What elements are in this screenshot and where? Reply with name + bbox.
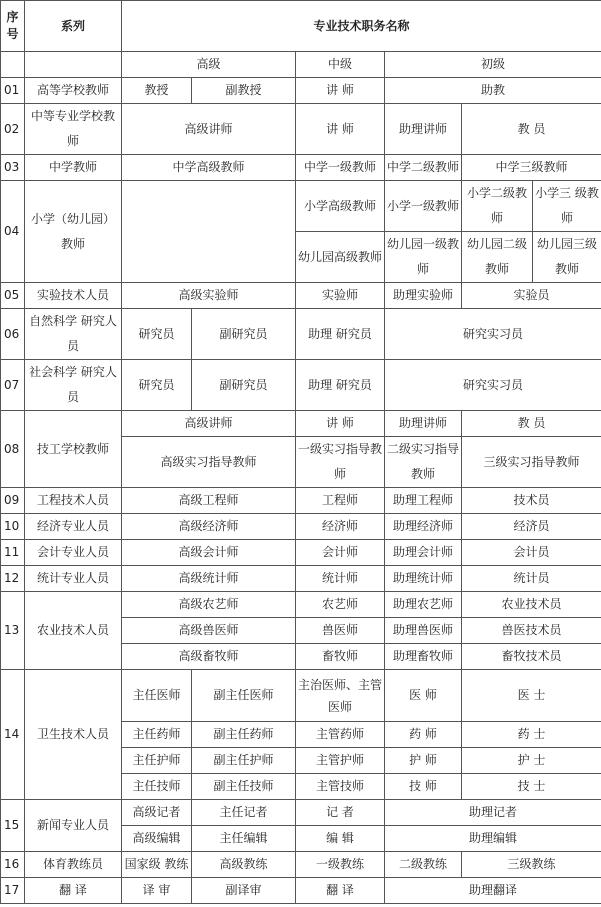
title-cell: 经济员 (462, 514, 601, 540)
table-row (1, 104, 601, 155)
title-cell: 助教 (385, 78, 601, 104)
title-cell: 高级兽医师 (122, 618, 296, 644)
title-cell: 助理 研究员 (296, 360, 385, 411)
series-cell: 会计专业人员 (25, 540, 122, 566)
title-cell: 教 员 (462, 411, 601, 437)
table-row (1, 488, 601, 514)
table-row (1, 852, 601, 878)
empty-cell (25, 52, 122, 78)
title-cell: 助理编辑 (385, 826, 601, 852)
table-row (1, 78, 601, 104)
level-row (1, 52, 601, 78)
title-cell: 副译审 (192, 878, 296, 904)
title-cell: 主任药师 (122, 722, 192, 748)
title-cell: 主管药师 (296, 722, 385, 748)
title-cell: 畜牧师 (296, 644, 385, 670)
title-cell: 研究员 (122, 309, 192, 360)
table-row (1, 181, 601, 232)
title-cell: 助理畜牧师 (385, 644, 462, 670)
title-cell: 中学二级教师 (385, 155, 462, 181)
series-cell: 实验技术人员 (25, 283, 122, 309)
title-cell: 高级教练 (192, 852, 296, 878)
title-cell: 二级实习指导教师 (385, 437, 462, 488)
table-row (1, 514, 601, 540)
title-cell: 实验员 (462, 283, 601, 309)
row-no: 16 (1, 852, 25, 878)
series-cell: 中学教师 (25, 155, 122, 181)
title-cell: 助理兽医师 (385, 618, 462, 644)
level-low: 初级 (385, 52, 601, 78)
title-cell: 副主任医师 (192, 670, 296, 722)
table-row (1, 592, 601, 618)
table-row (1, 800, 601, 826)
title-cell: 经济师 (296, 514, 385, 540)
table-row (1, 670, 601, 722)
title-cell: 三级实习指导教师 (462, 437, 601, 488)
title-cell: 护 士 (462, 748, 601, 774)
table-row (1, 283, 601, 309)
series-cell: 工程技术人员 (25, 488, 122, 514)
row-no: 10 (1, 514, 25, 540)
header-row (1, 1, 601, 52)
empty-cell (122, 181, 296, 283)
series-cell: 体育教练员 (25, 852, 122, 878)
title-cell: 主任技师 (122, 774, 192, 800)
title-cell: 小学二级教师 (462, 181, 533, 232)
title-cell: 小学一级教师 (385, 181, 462, 232)
table-row (1, 155, 601, 181)
title-cell: 技术员 (462, 488, 601, 514)
series-cell: 农业技术人员 (25, 592, 122, 670)
title-cell: 主任护师 (122, 748, 192, 774)
title-cell: 医 师 (385, 670, 462, 722)
title-cell: 幼儿园高级教师 (296, 232, 385, 283)
table-row (1, 411, 601, 437)
table-row (1, 309, 601, 360)
title-cell: 医 士 (462, 670, 601, 722)
title-cell: 国家级 教练 (122, 852, 192, 878)
table-row (1, 566, 601, 592)
title-cell: 教授 (122, 78, 192, 104)
title-cell: 高级统计师 (122, 566, 296, 592)
title-cell: 小学三 级教师 (533, 181, 601, 232)
title-cell: 畜牧技术员 (462, 644, 601, 670)
level-mid: 中级 (296, 52, 385, 78)
series-cell: 社会科学 研究人员 (25, 360, 122, 411)
header-series: 系列 (25, 1, 122, 52)
title-cell: 统计师 (296, 566, 385, 592)
title-cell: 会计员 (462, 540, 601, 566)
title-cell: 高级记者 (122, 800, 192, 826)
title-cell: 工程师 (296, 488, 385, 514)
title-cell: 助理农艺师 (385, 592, 462, 618)
title-cell: 小学高级教师 (296, 181, 385, 232)
title-cell: 一级教练 (296, 852, 385, 878)
series-cell: 卫生技术人员 (25, 670, 122, 800)
title-cell: 农业技术员 (462, 592, 601, 618)
title-cell: 三级教练 (462, 852, 601, 878)
title-cell: 高级农艺师 (122, 592, 296, 618)
title-cell: 主管护师 (296, 748, 385, 774)
series-cell: 经济专业人员 (25, 514, 122, 540)
title-cell: 助理记者 (385, 800, 601, 826)
title-cell: 高级实验师 (122, 283, 296, 309)
title-cell: 中学一级教师 (296, 155, 385, 181)
row-no: 01 (1, 78, 25, 104)
level-high: 高级 (122, 52, 296, 78)
title-cell: 中学三级教师 (462, 155, 601, 181)
row-no: 03 (1, 155, 25, 181)
series-cell: 中等专业学校教师 (25, 104, 122, 155)
table-row (1, 540, 601, 566)
row-no: 05 (1, 283, 25, 309)
row-no: 09 (1, 488, 25, 514)
title-cell: 技 师 (385, 774, 462, 800)
title-cell: 研究实习员 (385, 309, 601, 360)
title-cell: 中学高级教师 (122, 155, 296, 181)
series-cell: 小学（幼儿园）教师 (25, 181, 122, 283)
title-cell: 助理会计师 (385, 540, 462, 566)
empty-cell (1, 52, 25, 78)
row-no: 11 (1, 540, 25, 566)
title-cell: 助理翻译 (385, 878, 601, 904)
title-cell: 助理实验师 (385, 283, 462, 309)
table-row (1, 360, 601, 411)
title-cell: 药 师 (385, 722, 462, 748)
title-cell: 研究实习员 (385, 360, 601, 411)
title-cell: 高级畜牧师 (122, 644, 296, 670)
title-cell: 高级讲师 (122, 104, 296, 155)
row-no: 07 (1, 360, 25, 411)
row-no: 13 (1, 592, 25, 670)
title-cell: 助理 研究员 (296, 309, 385, 360)
title-cell: 副教授 (192, 78, 296, 104)
title-cell: 二级教练 (385, 852, 462, 878)
title-cell: 编 辑 (296, 826, 385, 852)
row-no: 08 (1, 411, 25, 488)
title-cell: 副主任技师 (192, 774, 296, 800)
title-cell: 研究员 (122, 360, 192, 411)
title-cell: 技 士 (462, 774, 601, 800)
series-cell: 新闻专业人员 (25, 800, 122, 852)
row-no: 06 (1, 309, 25, 360)
title-cell: 讲 师 (296, 104, 385, 155)
title-cell: 会计师 (296, 540, 385, 566)
title-cell: 高级会计师 (122, 540, 296, 566)
title-cell: 护 师 (385, 748, 462, 774)
row-no: 04 (1, 181, 25, 283)
title-cell: 主任记者 (192, 800, 296, 826)
title-cell: 高级实习指导教师 (122, 437, 296, 488)
title-cell: 助理统计师 (385, 566, 462, 592)
title-cell: 副研究员 (192, 309, 296, 360)
title-cell: 副主任护师 (192, 748, 296, 774)
title-cell: 副主任药师 (192, 722, 296, 748)
title-cell: 教 员 (462, 104, 601, 155)
title-cell: 助理讲师 (385, 411, 462, 437)
row-no: 15 (1, 800, 25, 852)
title-cell: 幼儿园一级教师 (385, 232, 462, 283)
title-cell: 农艺师 (296, 592, 385, 618)
title-cell: 一级实习指导教师 (296, 437, 385, 488)
title-cell: 高级经济师 (122, 514, 296, 540)
series-cell: 统计专业人员 (25, 566, 122, 592)
title-cell: 药 士 (462, 722, 601, 748)
title-cell: 高级编辑 (122, 826, 192, 852)
title-cell: 副研究员 (192, 360, 296, 411)
row-no: 14 (1, 670, 25, 800)
series-cell: 自然科学 研究人员 (25, 309, 122, 360)
title-cell: 主治医师、主管医师 (296, 670, 385, 722)
title-cell: 助理讲师 (385, 104, 462, 155)
row-no: 12 (1, 566, 25, 592)
title-cell: 幼儿园二级教师 (462, 232, 533, 283)
row-no: 02 (1, 104, 25, 155)
table-row (1, 878, 601, 904)
title-cell: 译 审 (122, 878, 192, 904)
title-cell: 主管技师 (296, 774, 385, 800)
row-no: 17 (1, 878, 25, 904)
title-cell: 主任编辑 (192, 826, 296, 852)
series-cell: 翻 译 (25, 878, 122, 904)
series-cell: 高等学校教师 (25, 78, 122, 104)
title-cell: 翻 译 (296, 878, 385, 904)
header-no: 序号 (1, 1, 25, 52)
title-cell: 讲 师 (296, 411, 385, 437)
title-cell: 主任医师 (122, 670, 192, 722)
title-cell: 实验师 (296, 283, 385, 309)
title-cell: 幼儿园三级教师 (533, 232, 601, 283)
title-cell: 高级讲师 (122, 411, 296, 437)
title-cell: 统计员 (462, 566, 601, 592)
series-cell: 技工学校教师 (25, 411, 122, 488)
title-cell: 助理经济师 (385, 514, 462, 540)
title-cell: 助理工程师 (385, 488, 462, 514)
header-title: 专业技术职务名称 (122, 1, 601, 52)
title-cell: 兽医技术员 (462, 618, 601, 644)
title-cell: 记 者 (296, 800, 385, 826)
title-cell: 兽医师 (296, 618, 385, 644)
title-cell: 讲 师 (296, 78, 385, 104)
title-cell: 高级工程师 (122, 488, 296, 514)
